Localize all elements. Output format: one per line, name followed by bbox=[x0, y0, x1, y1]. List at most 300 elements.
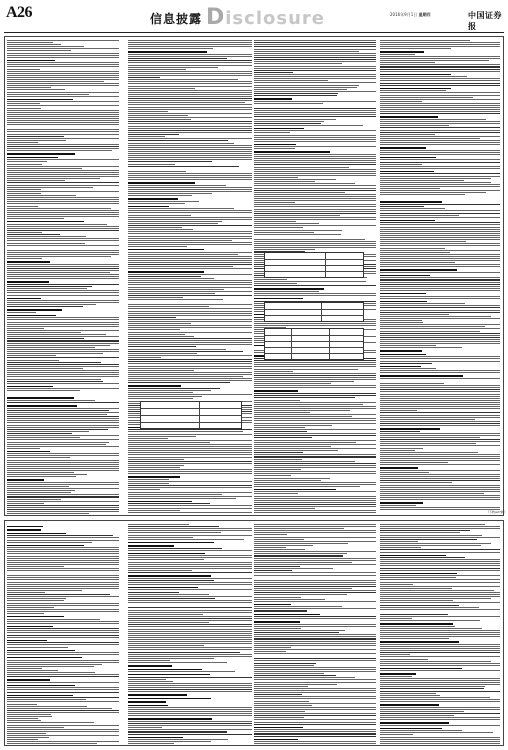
text-line bbox=[254, 686, 308, 687]
text-line bbox=[254, 690, 376, 691]
text-heading-line bbox=[254, 739, 298, 740]
text-line bbox=[380, 577, 456, 578]
text-line bbox=[254, 215, 340, 216]
text-line bbox=[128, 639, 252, 640]
text-line bbox=[128, 58, 227, 59]
text-line bbox=[7, 340, 119, 341]
text-line bbox=[380, 224, 500, 225]
text-line bbox=[7, 142, 38, 143]
text-line bbox=[380, 602, 500, 603]
text-line bbox=[254, 393, 376, 394]
text-line bbox=[380, 537, 500, 538]
text-line bbox=[7, 96, 119, 97]
text-line bbox=[254, 116, 376, 117]
text-line bbox=[128, 607, 252, 608]
text-line bbox=[254, 643, 376, 644]
text-line bbox=[254, 568, 333, 569]
text-column-5 bbox=[7, 524, 119, 744]
text-line bbox=[128, 134, 179, 135]
text-line bbox=[128, 56, 252, 57]
text-line bbox=[128, 136, 165, 137]
text-line bbox=[380, 493, 484, 494]
text-line bbox=[7, 292, 119, 293]
text-line bbox=[7, 427, 119, 428]
text-line bbox=[7, 511, 119, 512]
text-line bbox=[254, 383, 331, 384]
text-line bbox=[7, 431, 89, 432]
text-line bbox=[380, 142, 500, 143]
text-line bbox=[7, 252, 119, 253]
text-line bbox=[128, 81, 252, 82]
text-line bbox=[254, 731, 376, 732]
text-heading-line bbox=[7, 679, 50, 680]
text-line bbox=[128, 711, 252, 712]
text-line bbox=[254, 87, 357, 88]
text-line bbox=[254, 524, 376, 525]
text-line bbox=[380, 337, 500, 338]
text-line bbox=[128, 469, 252, 470]
text-line bbox=[7, 270, 119, 271]
text-line bbox=[254, 553, 347, 554]
text-line bbox=[128, 537, 193, 538]
text-line bbox=[128, 227, 182, 228]
text-line bbox=[254, 397, 355, 398]
text-line bbox=[254, 323, 376, 324]
text-line bbox=[7, 722, 94, 723]
text-line bbox=[128, 336, 194, 337]
text-heading-line bbox=[380, 354, 426, 355]
text-line bbox=[128, 104, 252, 105]
text-line bbox=[7, 170, 119, 171]
text-line bbox=[7, 368, 83, 369]
text-line bbox=[128, 524, 189, 525]
text-line bbox=[254, 634, 376, 635]
text-line bbox=[7, 725, 119, 726]
text-line bbox=[380, 391, 500, 392]
text-line bbox=[128, 429, 252, 430]
text-line bbox=[380, 495, 500, 496]
text-heading-line bbox=[7, 657, 82, 658]
text-line bbox=[7, 234, 60, 235]
text-line bbox=[380, 314, 449, 315]
text-line bbox=[7, 304, 96, 305]
text-line bbox=[128, 102, 245, 103]
text-line bbox=[7, 134, 119, 135]
text-line bbox=[254, 55, 376, 56]
text-line bbox=[380, 105, 500, 106]
text-line bbox=[128, 208, 234, 209]
text-heading-line bbox=[128, 553, 205, 554]
text-line bbox=[7, 464, 119, 465]
text-line bbox=[7, 62, 119, 63]
text-line bbox=[128, 489, 160, 490]
text-line bbox=[128, 96, 252, 97]
text-line bbox=[7, 189, 41, 190]
text-line bbox=[128, 498, 236, 499]
text-line bbox=[7, 338, 84, 339]
text-line bbox=[380, 389, 500, 390]
paragraph-gap bbox=[7, 392, 119, 395]
text-line bbox=[380, 109, 500, 110]
text-line bbox=[7, 166, 119, 167]
text-line bbox=[128, 308, 252, 309]
text-line bbox=[128, 240, 232, 241]
text-line bbox=[7, 632, 119, 633]
text-line bbox=[380, 394, 500, 395]
text-line bbox=[7, 586, 119, 587]
text-line bbox=[128, 580, 214, 581]
text-line bbox=[380, 575, 500, 576]
text-line bbox=[254, 736, 376, 737]
text-line bbox=[128, 69, 186, 70]
text-line bbox=[128, 457, 252, 458]
text-line bbox=[128, 392, 193, 393]
text-line bbox=[254, 325, 376, 326]
text-line bbox=[380, 210, 500, 211]
text-line bbox=[254, 547, 286, 548]
text-line bbox=[7, 254, 119, 255]
text-heading-line bbox=[128, 575, 211, 576]
text-line bbox=[7, 191, 119, 192]
text-line bbox=[7, 460, 119, 461]
text-line bbox=[380, 646, 500, 647]
text-line bbox=[7, 334, 106, 335]
text-line bbox=[7, 637, 119, 638]
text-line bbox=[254, 649, 376, 650]
text-line bbox=[380, 701, 500, 702]
text-line bbox=[7, 146, 119, 147]
text-line bbox=[254, 198, 376, 199]
text-line bbox=[254, 431, 307, 432]
text-line bbox=[254, 217, 376, 218]
text-line bbox=[380, 40, 470, 41]
text-line bbox=[7, 488, 119, 489]
text-line bbox=[128, 83, 252, 84]
text-line bbox=[128, 647, 252, 648]
text-heading-line bbox=[128, 698, 211, 699]
text-line bbox=[128, 582, 252, 583]
text-line bbox=[254, 130, 376, 131]
text-line bbox=[7, 619, 100, 620]
text-line bbox=[128, 467, 180, 468]
text-heading-line bbox=[7, 60, 55, 61]
text-line bbox=[380, 686, 485, 687]
text-line bbox=[128, 236, 252, 237]
text-column-1 bbox=[7, 40, 119, 514]
text-line bbox=[128, 620, 252, 621]
text-line bbox=[7, 718, 38, 719]
text-line bbox=[128, 687, 252, 688]
text-line bbox=[254, 223, 319, 224]
text-line bbox=[7, 336, 119, 337]
text-line bbox=[128, 44, 252, 45]
text-line bbox=[380, 92, 500, 93]
text-line bbox=[128, 252, 252, 253]
text-line bbox=[380, 408, 500, 409]
text-line bbox=[128, 189, 252, 190]
text-line bbox=[254, 564, 376, 565]
text-line bbox=[7, 542, 92, 543]
text-line bbox=[380, 239, 500, 240]
text-line bbox=[7, 108, 41, 109]
text-line bbox=[7, 513, 89, 514]
text-line bbox=[7, 332, 81, 333]
text-line bbox=[128, 276, 201, 277]
text-line bbox=[7, 212, 119, 213]
text-line bbox=[7, 448, 40, 449]
text-line bbox=[254, 484, 376, 485]
text-line bbox=[7, 692, 119, 693]
text-line bbox=[128, 741, 211, 742]
text-line bbox=[380, 361, 500, 362]
text-line bbox=[380, 588, 452, 589]
text-line bbox=[254, 175, 376, 176]
text-line bbox=[128, 512, 252, 513]
text-line bbox=[254, 582, 376, 583]
text-heading-line bbox=[7, 298, 41, 299]
text-line bbox=[7, 44, 61, 45]
text-line bbox=[7, 486, 69, 487]
text-heading-line bbox=[254, 390, 298, 391]
text-line bbox=[254, 146, 376, 147]
text-line bbox=[7, 414, 107, 415]
text-line bbox=[254, 154, 376, 155]
text-line bbox=[254, 379, 376, 380]
text-line bbox=[7, 355, 56, 356]
text-line bbox=[128, 431, 243, 432]
text-line bbox=[7, 50, 71, 51]
text-line bbox=[380, 316, 491, 317]
text-line bbox=[380, 725, 500, 726]
text-line bbox=[254, 684, 337, 685]
text-line bbox=[380, 412, 500, 413]
text-line bbox=[254, 588, 352, 589]
text-heading-line bbox=[380, 51, 424, 52]
text-line bbox=[254, 660, 376, 661]
text-line bbox=[254, 473, 376, 474]
text-line bbox=[128, 570, 192, 571]
text-line bbox=[380, 607, 479, 608]
text-line bbox=[254, 82, 376, 83]
text-line bbox=[254, 433, 376, 434]
text-line bbox=[7, 453, 119, 454]
text-line bbox=[7, 136, 64, 137]
text-line bbox=[254, 555, 343, 556]
text-line bbox=[7, 122, 119, 123]
text-line bbox=[380, 101, 422, 102]
text-line bbox=[380, 396, 500, 397]
text-line bbox=[128, 631, 252, 632]
text-line bbox=[254, 418, 376, 419]
text-line bbox=[254, 366, 376, 367]
text-line bbox=[128, 725, 252, 726]
text-line bbox=[7, 197, 119, 198]
text-line bbox=[128, 256, 252, 257]
text-line bbox=[254, 506, 376, 507]
text-line bbox=[7, 87, 51, 88]
text-line bbox=[380, 402, 500, 403]
text-line bbox=[7, 566, 64, 567]
text-line bbox=[380, 592, 500, 593]
continued-note: （下转A27版） bbox=[486, 510, 507, 514]
text-line bbox=[128, 739, 228, 740]
text-column-2 bbox=[128, 40, 252, 514]
text-line bbox=[254, 448, 376, 449]
text-heading-line bbox=[128, 674, 210, 675]
text-heading-line bbox=[380, 467, 418, 468]
text-line bbox=[7, 682, 119, 683]
text-line bbox=[254, 49, 376, 50]
text-line bbox=[254, 711, 305, 712]
text-line bbox=[7, 168, 82, 169]
text-line bbox=[254, 478, 330, 479]
text-line bbox=[254, 285, 376, 286]
text-line bbox=[7, 609, 119, 610]
text-line bbox=[7, 89, 65, 90]
text-line bbox=[380, 138, 480, 139]
text-line bbox=[380, 626, 455, 627]
text-line bbox=[380, 634, 500, 635]
text-line bbox=[380, 173, 500, 174]
text-line bbox=[128, 319, 252, 320]
text-line bbox=[380, 333, 500, 334]
text-line bbox=[254, 412, 310, 413]
text-line bbox=[7, 284, 119, 285]
text-line bbox=[254, 719, 376, 720]
text-line bbox=[128, 193, 212, 194]
text-line bbox=[128, 145, 252, 146]
text-line bbox=[380, 279, 500, 280]
text-line bbox=[7, 250, 119, 251]
text-line bbox=[254, 362, 376, 363]
text-line bbox=[380, 452, 478, 453]
text-line bbox=[7, 140, 66, 141]
text-line bbox=[380, 400, 500, 401]
masthead-rule bbox=[4, 32, 504, 33]
text-line bbox=[254, 526, 376, 527]
text-line bbox=[254, 243, 376, 244]
text-heading-line bbox=[380, 350, 422, 351]
text-line bbox=[128, 71, 252, 72]
text-line bbox=[128, 614, 203, 615]
text-line bbox=[380, 62, 435, 63]
text-line bbox=[380, 97, 473, 98]
text-line bbox=[380, 71, 500, 72]
text-line bbox=[7, 276, 119, 277]
text-line bbox=[254, 247, 376, 248]
text-line bbox=[254, 61, 376, 62]
text-line bbox=[254, 459, 302, 460]
text-line bbox=[7, 492, 71, 493]
text-line bbox=[128, 149, 252, 150]
text-line bbox=[380, 665, 500, 666]
text-line bbox=[380, 368, 436, 369]
text-line bbox=[254, 444, 376, 445]
text-line bbox=[254, 608, 376, 609]
text-line bbox=[128, 349, 226, 350]
text-line bbox=[380, 305, 500, 306]
text-line bbox=[254, 630, 345, 631]
text-line bbox=[7, 652, 119, 653]
text-line bbox=[254, 416, 352, 417]
text-line bbox=[254, 741, 376, 742]
text-line bbox=[128, 438, 168, 439]
text-line bbox=[254, 480, 321, 481]
text-line bbox=[380, 693, 436, 694]
text-heading-line bbox=[380, 573, 457, 574]
text-line bbox=[7, 208, 111, 209]
text-line bbox=[380, 732, 493, 733]
text-line bbox=[128, 244, 252, 245]
text-line bbox=[254, 377, 376, 378]
text-heading-line bbox=[254, 489, 336, 490]
text-line bbox=[7, 582, 119, 583]
text-line bbox=[254, 137, 376, 138]
text-line bbox=[380, 312, 500, 313]
text-heading-line bbox=[254, 288, 324, 289]
text-line bbox=[380, 448, 423, 449]
text-line bbox=[128, 510, 180, 511]
text-line bbox=[254, 570, 292, 571]
text-line bbox=[7, 295, 119, 296]
text-line bbox=[7, 621, 119, 622]
text-line bbox=[128, 715, 252, 716]
text-line bbox=[128, 355, 252, 356]
text-line bbox=[128, 65, 252, 66]
text-line bbox=[380, 443, 476, 444]
text-line bbox=[128, 743, 174, 744]
text-line bbox=[128, 155, 252, 156]
text-line bbox=[7, 699, 86, 700]
text-heading-line bbox=[7, 626, 53, 627]
text-line bbox=[254, 709, 376, 710]
text-line bbox=[128, 212, 252, 213]
text-line bbox=[380, 176, 500, 177]
text-line bbox=[128, 658, 214, 659]
text-line bbox=[128, 297, 183, 298]
text-heading-line bbox=[7, 529, 41, 530]
text-line bbox=[380, 164, 422, 165]
text-line bbox=[254, 44, 376, 45]
text-line bbox=[128, 471, 252, 472]
text-line bbox=[128, 721, 252, 722]
text-line bbox=[254, 40, 376, 41]
text-line bbox=[380, 478, 500, 479]
text-line bbox=[380, 127, 500, 128]
text-line bbox=[128, 555, 252, 556]
text-line bbox=[254, 162, 376, 163]
text-line bbox=[7, 457, 70, 458]
text-line bbox=[128, 231, 252, 232]
text-line bbox=[380, 699, 500, 700]
text-line bbox=[254, 185, 376, 186]
text-line bbox=[380, 182, 491, 183]
text-line bbox=[254, 141, 376, 142]
text-heading-line bbox=[380, 673, 416, 674]
text-line bbox=[128, 528, 252, 529]
text-line bbox=[128, 713, 252, 714]
text-line bbox=[254, 545, 313, 546]
text-line bbox=[380, 605, 459, 606]
text-line bbox=[128, 221, 222, 222]
text-line bbox=[254, 713, 376, 714]
text-line bbox=[380, 462, 448, 463]
text-line bbox=[254, 427, 305, 428]
text-line bbox=[128, 530, 252, 531]
text-line bbox=[7, 274, 119, 275]
text-line bbox=[254, 72, 293, 73]
text-line bbox=[380, 80, 500, 81]
